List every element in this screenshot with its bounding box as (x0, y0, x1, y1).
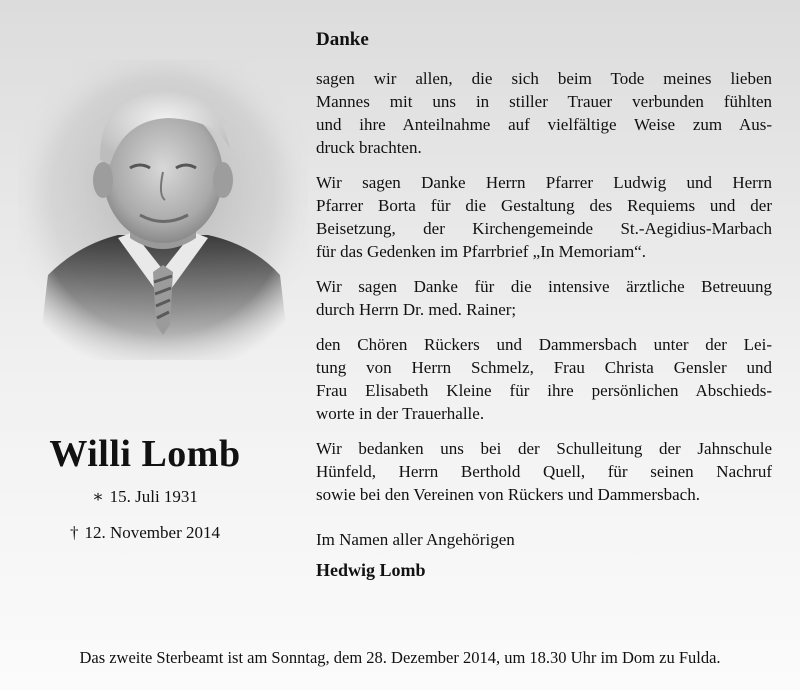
signature: Hedwig Lomb (316, 560, 426, 580)
paragraph (316, 333, 772, 425)
text-line: und ihre Anteilnahme auf vielfältige Weise zum Aus- (316, 115, 772, 134)
text-line: Mannes mit uns in stiller Trauer verbunden fühlten (316, 92, 772, 111)
text-line: für das Gedenken im Pfarrbrief „In Memoriam“. (316, 242, 646, 261)
thank-you-text (316, 24, 772, 582)
birth-date-line (0, 487, 290, 507)
thank-you-heading: Danke (316, 29, 369, 50)
text-line: Beisetzung, der Kirchengemeinde St.-Aegidius-Marbach (316, 219, 772, 238)
paragraph (316, 67, 772, 159)
death-date: 12. November 2014 (84, 523, 220, 542)
footer-notice: Das zweite Sterbeamt ist am Sonntag, dem 28. Dezember 2014, um 18.30 Uhr im Dom zu Fulda. (79, 648, 721, 667)
text-line: sagen wir allen, die sich beim Tode meines lieben (316, 69, 772, 88)
text-line: den Chören Rückers und Dammersbach unter der Lei- (316, 335, 772, 354)
portrait-photo (18, 60, 308, 360)
paragraph (316, 275, 772, 321)
paragraph (316, 437, 772, 506)
text-line: tung von Herrn Schmelz, Frau Christa Gensler und (316, 358, 772, 377)
closing-line: Im Namen aller Angehörigen (316, 530, 515, 549)
text-line: worte in der Trauerhalle. (316, 404, 485, 423)
text-line: Pfarrer Borta für die Gestaltung des Requiems und der (316, 196, 772, 215)
text-line: Wir sagen Danke Herrn Pfarrer Ludwig und Herrn (316, 173, 772, 192)
text-line: durch Herrn Dr. med. Rainer; (316, 300, 517, 319)
death-cross-icon: † (69, 523, 79, 542)
text-line: Wir bedanken uns bei der Schulleitung der Jahnschule (316, 439, 772, 458)
text-line: druck brachten. (316, 138, 422, 157)
text-line: Frau Elisabeth Kleine für ihre persönlichen Abschieds- (316, 381, 772, 400)
text-line: Hünfeld, Herrn Berthold Quell, für seinen Nachruf (316, 462, 772, 481)
birth-date: 15. Juli 1931 (109, 487, 198, 506)
death-date-line (0, 523, 290, 543)
deceased-name: Willi Lomb (49, 433, 241, 475)
text-line: Wir sagen Danke für die intensive ärztliche Betreuung (316, 277, 772, 296)
paragraph (316, 171, 772, 263)
text-line: sowie bei den Vereinen von Rückers und Dammersbach. (316, 485, 700, 504)
birth-asterisk-icon: ∗ (92, 487, 104, 506)
